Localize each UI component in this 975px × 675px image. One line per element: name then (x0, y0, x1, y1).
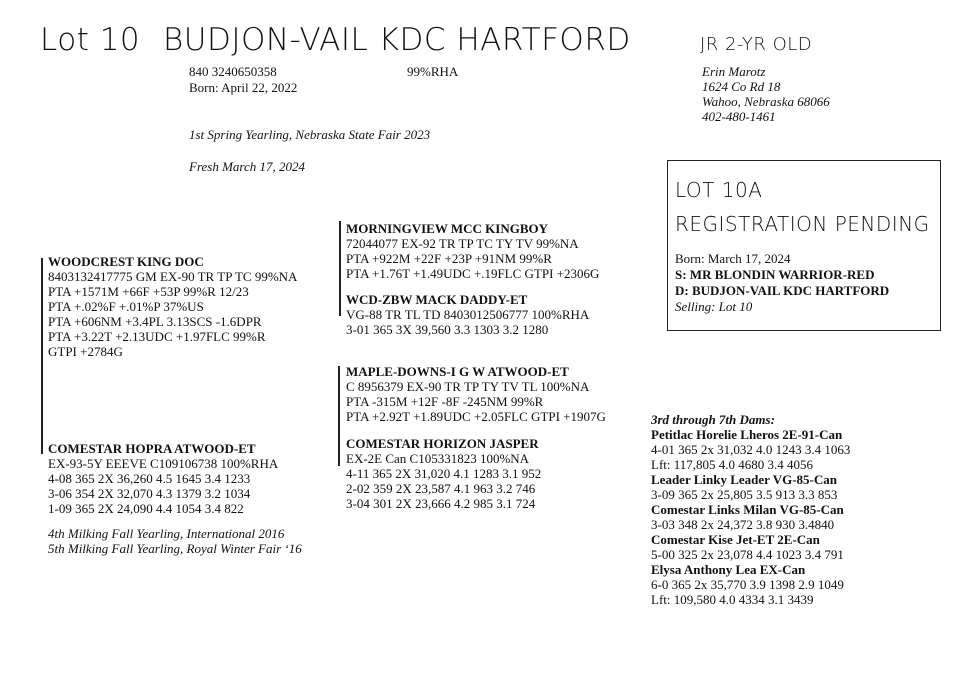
sire-name: WOODCREST KING DOC (48, 254, 204, 269)
dam-block (48, 441, 278, 516)
extended-dam-line: 6-0 365 2x 35,770 3.9 1398 2.9 1049 (651, 577, 844, 592)
lot10a-sire: S: MR BLONDIN WARRIOR-RED (675, 267, 875, 282)
owner-block (702, 64, 830, 124)
lot10a-title: LOT 10A (675, 178, 763, 202)
dam-sire-line: PTA -315M +12F -8F -245NM 99%R (346, 394, 544, 409)
dam-line: 3-06 354 2X 32,070 4.3 1379 3.2 1034 (48, 486, 251, 501)
extended-dam-line: 3-03 348 2x 24,372 3.8 930 3.4840 (651, 517, 835, 532)
lot-number: Lot 10 (40, 22, 141, 58)
extended-dam-line: Lft: 117,805 4.0 4680 3.4 4056 (651, 457, 814, 472)
animal-name: BUDJON-VAIL KDC HARTFORD (163, 22, 631, 58)
sire-dam-name: WCD-ZBW MACK DADDY-ET (346, 292, 528, 307)
sire-sire-name: MORNINGVIEW MCC KINGBOY (346, 221, 548, 236)
sire-sire-line: PTA +922M +22F +23P +91NM 99%R (346, 251, 552, 266)
dam-line: 1-09 365 2X 24,090 4.4 1054 3.4 822 (48, 501, 244, 516)
lot10a-dam: D: BUDJON-VAIL KDC HARTFORD (675, 283, 890, 298)
extended-dams-heading: 3rd through 7th Dams: (651, 412, 775, 427)
lot10a-born: Born: March 17, 2024 (675, 251, 791, 266)
sire-line: 8403132417775 GM EX-90 TR TP TC 99%NA (48, 269, 298, 284)
extended-dam-line: 5-00 325 2x 23,078 4.4 1023 3.4 791 (651, 547, 844, 562)
dam-line: EX-93-5Y EEEVE C109106738 100%RHA (48, 456, 279, 471)
dam-name: COMESTAR HOPRA ATWOOD-ET (48, 441, 256, 456)
dam-dam-name: COMESTAR HORIZON JASPER (346, 436, 539, 451)
dam-line: 4-08 365 2X 36,260 4.5 1645 3.4 1233 (48, 471, 251, 486)
dam-dam-block (346, 436, 541, 511)
owner-phone: 402-480-1461 (702, 109, 776, 124)
lot10a-box (667, 160, 941, 331)
extended-dam-name: Leader Linky Leader VG-85-Can (651, 472, 837, 487)
dam-sire-block (346, 364, 606, 424)
pedigree-line-main (41, 258, 43, 454)
extended-dam-line: 3-09 365 2x 25,805 3.5 913 3.3 853 (651, 487, 838, 502)
dam-award: 4th Milking Fall Yearling, International 2016 (48, 526, 285, 541)
sire-sire-line: PTA +1.76T +1.49UDC +.19FLC GTPI +2306G (346, 266, 600, 281)
show-award: 1st Spring Yearling, Nebraska State Fair 2023 (189, 127, 431, 142)
sire-block (48, 254, 297, 359)
sire-sire-line: 72044077 EX-92 TR TP TC TY TV 99%NA (346, 236, 579, 251)
breed-percentage: 99%RHA (407, 64, 459, 79)
sire-dam-line: VG-88 TR TL TD 8403012506777 100%RHA (346, 307, 590, 322)
dam-dam-line: 4-11 365 2X 31,020 4.1 1283 3.1 952 (346, 466, 542, 481)
dam-dam-line: 3-04 301 2X 23,666 4.2 985 3.1 724 (346, 496, 536, 511)
extended-dams-block (651, 412, 850, 607)
dam-sire-name: MAPLE-DOWNS-I G W ATWOOD-ET (346, 364, 569, 379)
dam-awards (48, 526, 302, 556)
sire-sire-block (346, 221, 599, 281)
extended-dam-line: 4-01 365 2x 31,032 4.0 1243 3.4 1063 (651, 442, 851, 457)
extended-dam-line: Lft: 109,580 4.0 4334 3.1 3439 (651, 592, 814, 607)
sire-dam-block (346, 292, 589, 337)
sire-line: GTPI +2784G (48, 344, 123, 359)
dam-award: 5th Milking Fall Yearling, Royal Winter Fair ‘16 (48, 541, 302, 556)
extended-dam-name: Elysa Anthony Lea EX-Can (651, 562, 806, 577)
birth-date: Born: April 22, 2022 (189, 80, 298, 95)
dam-dam-line: EX-2E Can C105331823 100%NA (346, 451, 530, 466)
sire-line: PTA +1571M +66F +53P 99%R 12/23 (48, 284, 249, 299)
extended-dam-name: Petitlac Horelie Lheros 2E-91-Can (651, 427, 843, 442)
dam-sire-line: C 8956379 EX-90 TR TP TY TV TL 100%NA (346, 379, 590, 394)
fresh-date: Fresh March 17, 2024 (189, 159, 306, 174)
pedigree-line-dam (338, 366, 340, 466)
owner-address2: Wahoo, Nebraska 68066 (702, 94, 830, 109)
owner-name: Erin Marotz (702, 64, 766, 79)
extended-dam-name: Comestar Links Milan VG-85-Can (651, 502, 844, 517)
sire-line: PTA +.02%F +.01%P 37%US (48, 299, 204, 314)
pedigree-line-sire (339, 221, 341, 316)
dam-dam-line: 2-02 359 2X 23,587 4.1 963 3.2 746 (346, 481, 536, 496)
sire-line: PTA +3.22T +2.13UDC +1.97FLC 99%R (48, 329, 266, 344)
dam-sire-line: PTA +2.92T +1.89UDC +2.05FLC GTPI +1907G (346, 409, 606, 424)
lot10a-status: REGISTRATION PENDING (675, 212, 930, 236)
sire-dam-line: 3-01 365 3X 39,560 3.3 1303 3.2 1280 (346, 322, 549, 337)
lot10a-selling: Selling: Lot 10 (675, 299, 753, 314)
class-label: JR 2-YR OLD (700, 34, 813, 55)
extended-dam-name: Comestar Kise Jet-ET 2E-Can (651, 532, 820, 547)
owner-address1: 1624 Co Rd 18 (702, 79, 781, 94)
sire-line: PTA +606NM +3.4PL 3.13SCS -1.6DPR (48, 314, 262, 329)
registration-number: 840 3240650358 (189, 64, 277, 79)
